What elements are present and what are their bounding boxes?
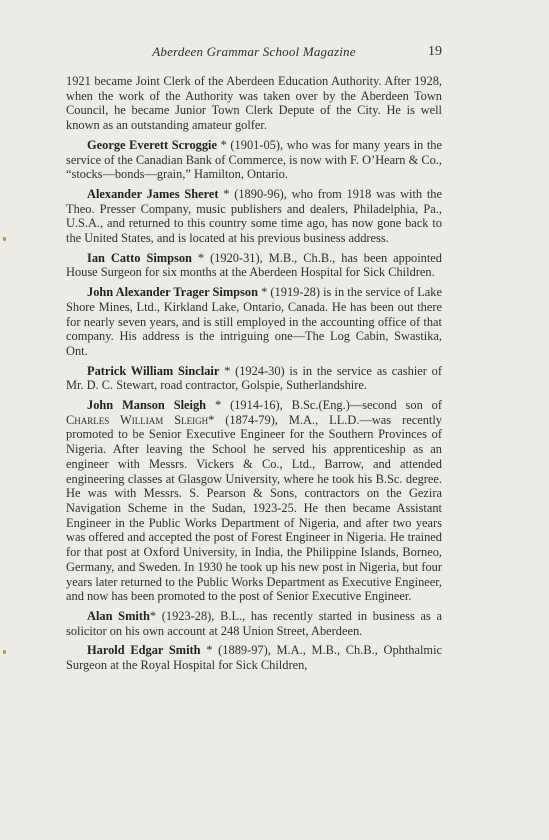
- page-header: [66, 44, 442, 64]
- page-number: 19: [428, 44, 442, 59]
- entry-john-simpson: [66, 285, 442, 359]
- entry-harold-smith: [66, 643, 442, 672]
- person-name: John Manson Sleigh: [87, 398, 207, 413]
- running-title: Aberdeen Grammar School Magazine: [152, 44, 356, 59]
- person-name: George Everett Scroggie: [87, 137, 217, 152]
- article-body: [66, 74, 442, 678]
- paragraph-text: 1921 became Joint Clerk of the Aberdeen Education Authority. After 1928, when the work of the Authority was taken over by the Aberdeen Town Council, he became Junior Town Clerk Depute of the City. He is well known as an outstanding amateur golfer.: [66, 74, 442, 133]
- entry-text-before: * (1914-16), B.Sc.(Eng.)—second son of: [206, 398, 443, 413]
- entry-scroggie: [66, 138, 442, 182]
- person-name: John Alexander Trager Simpson: [87, 285, 258, 300]
- paper-speck: [3, 650, 6, 654]
- person-name: Patrick William Sinclair: [87, 363, 220, 378]
- entry-text: * (1924-30) is in the service as cashier of Mr. D. C. Stewart, road contractor, Golspie, Sutherlandshire.: [66, 363, 442, 393]
- entry-text: * (1889-97), M.A., M.B., Ch.B., Ophthalmic Surgeon at the Royal Hospital for Sick Children,: [66, 643, 443, 673]
- entry-sinclair: [66, 364, 442, 393]
- father-name-small-caps: Charles William Sleigh: [66, 412, 209, 427]
- entry-text: * (1923-28), B.L., has recently started in business as a solicitor on his own account at 248 Union Street, Aberdeen.: [66, 608, 443, 638]
- entry-text: * (1890-96), who from 1918 was with the Theo. Presser Company, music publishers and dealers, Philadelphia, Pa., U.S.A., and returned to this country some time ago, has now gone back to the United States, and is located at his previous business address.: [66, 186, 442, 246]
- entry-text: * (1919-28) is in the service of Lake Shore Mines, Ltd., Kirkland Lake, Ontario, Canada. He has been out there for nearly seven years, and is still employed in the accounting office of that company. His address is the intriguing one—The Log Cabin, Swastika, Ont.: [66, 285, 442, 358]
- entry-sheret: [66, 187, 442, 246]
- entry-text: * (1874-79), M.A., LL.D.—was recently promoted to be Senior Executive Engineer for the Southern Provinces of Nigeria. After leaving the School he served his apprenticeship as an engineer with Messrs. Vickers & Co., Ltd., Barrow, and attended engineering classes at Glasgow University, where he took his B.Sc. degree. He was with Messrs. S. Pearson & Sons, contractors on the Gezira Navigation Scheme in the Sudan, 1923-25. He then became Assistant Engineer in the Public Works Department of Nigeria, and after two years was offered and accepted the post of Forest Engineer in Nigeria. He trained for that post at Oxford University, in India, the Philippine Islands, Borneo, Germany, and Sweden. In 1930 he took up his new post in Nigeria, but four years later returned to the Public Works Department as Executive Engineer, and now has been promoted to the post of Senior Executive Engineer.: [66, 412, 442, 604]
- paragraph-continuation: [66, 74, 442, 133]
- person-name: Harold Edgar Smith: [87, 643, 201, 658]
- paper-speck: [3, 237, 6, 241]
- entry-sleigh: [66, 398, 442, 604]
- entry-text: * (1901-05), who was for many years in the service of the Canadian Bank of Commerce, is now with F. O’Hearn & Co., “stocks—bonds—grain,” Hamilton, Ontario.: [66, 137, 442, 182]
- entry-ian-simpson: [66, 251, 442, 280]
- entry-text: * (1920-31), M.B., Ch.B., has been appointed House Surgeon for six months at the Aberdeen Hospital for Sick Children.: [66, 250, 442, 280]
- person-name: Ian Catto Simpson: [87, 250, 192, 265]
- entry-alan-smith: [66, 609, 442, 638]
- person-name: Alan Smith: [87, 608, 150, 623]
- person-name: Alexander James Sheret: [87, 186, 219, 201]
